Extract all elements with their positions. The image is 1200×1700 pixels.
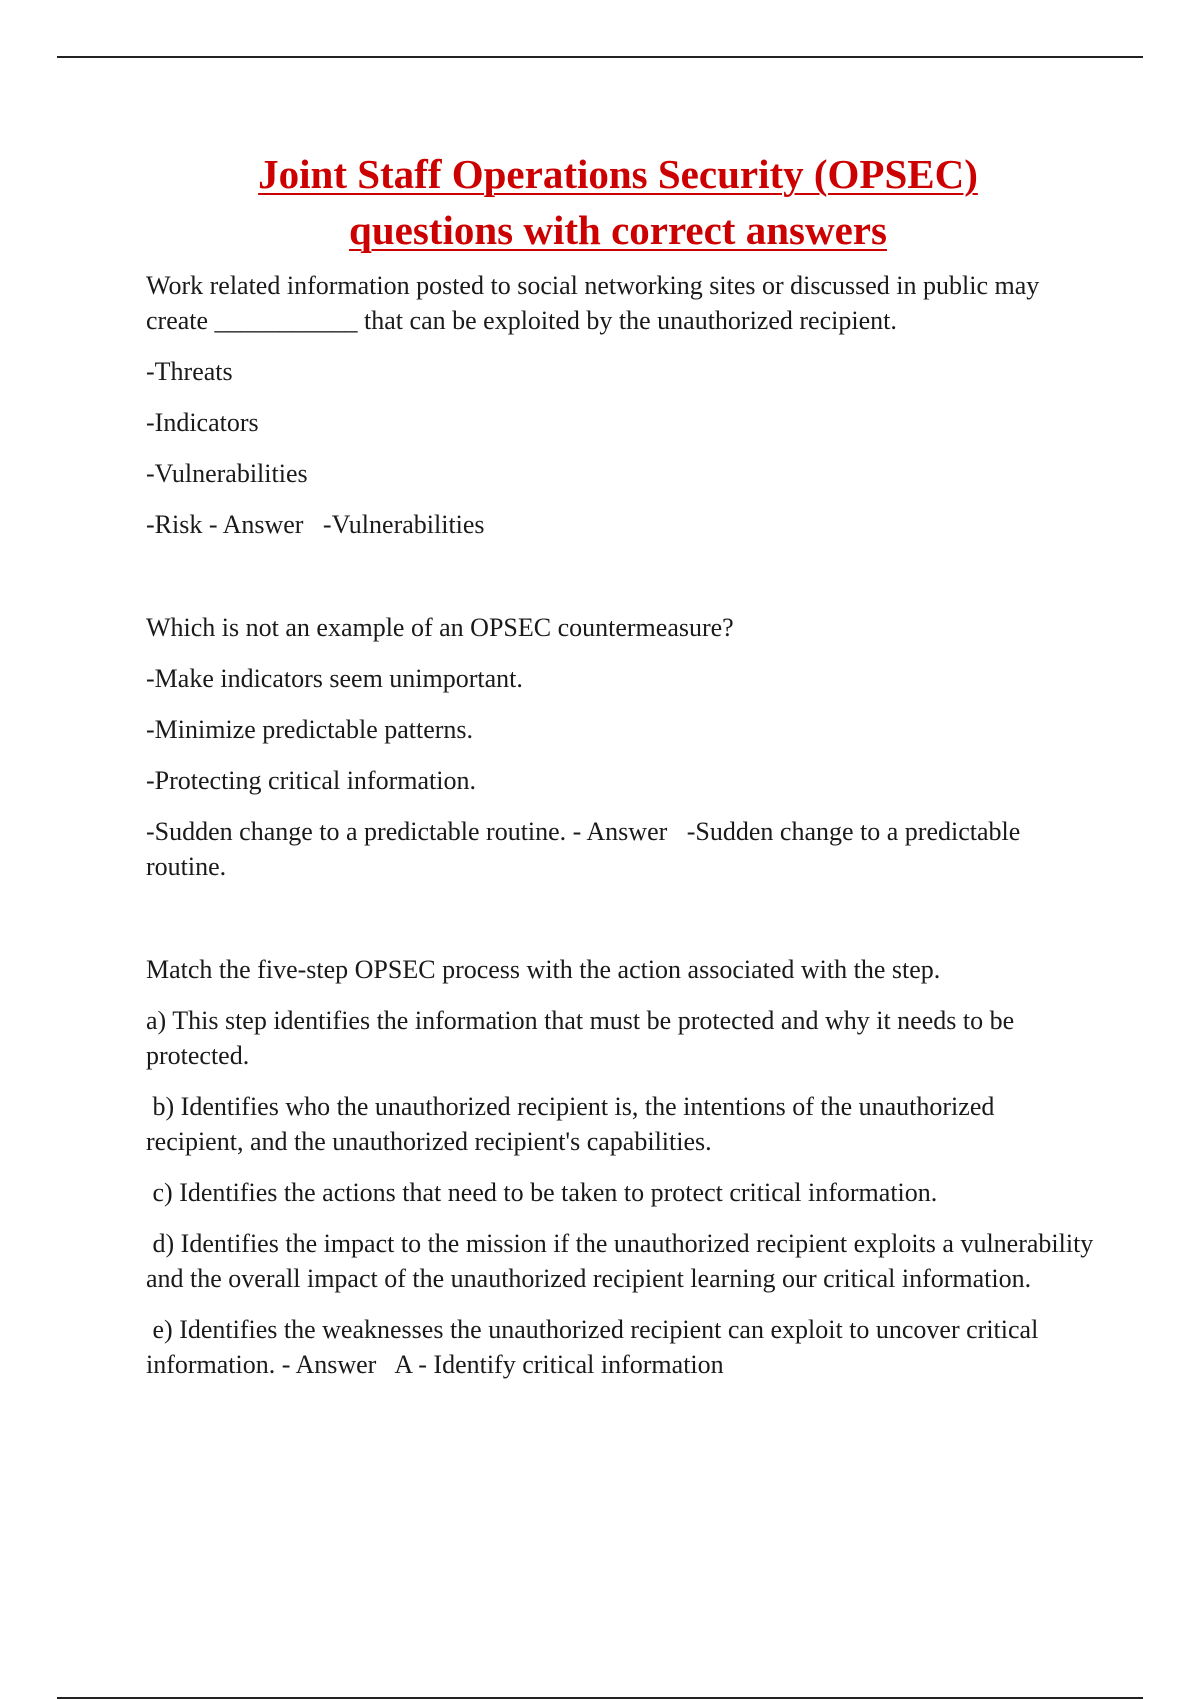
- question-3-option: d) Identifies the impact to the mission if the unauthorized recipient exploits a vulnerability and the overall impact of the unauthorized recipient learning our critical information.: [146, 1229, 1100, 1293]
- question-1-option: -Threats: [146, 357, 233, 386]
- title-line-2: questions with correct answers: [349, 207, 887, 253]
- question-2-option: -Minimize predictable patterns.: [146, 715, 474, 744]
- question-1-stem: Work related information posted to social networking sites or discussed in public may create ___________ that can be exploited by the unauthorized recipient.: [146, 271, 1040, 335]
- question-1-option: -Vulnerabilities: [146, 459, 308, 488]
- question-3-option: b) Identifies who the unauthorized recipient is, the intentions of the unauthorized recipient, and the unauthorized recipient's capabilities.: [146, 1092, 1001, 1156]
- document-body: [146, 268, 1100, 1398]
- question-2-stem: Which is not an example of an OPSEC countermeasure?: [146, 613, 734, 642]
- top-rule: [57, 56, 1143, 58]
- question-3-answer: e) Identifies the weaknesses the unauthorized recipient can exploit to uncover critical information. - Answer A - Identify critical information: [146, 1315, 1045, 1379]
- question-1-answer: -Risk - Answer -Vulnerabilities: [146, 510, 485, 539]
- title-line-1: Joint Staff Operations Security (OPSEC): [258, 151, 978, 197]
- document-title: [0, 146, 1200, 258]
- question-2-option: -Protecting critical information.: [146, 766, 476, 795]
- bottom-rule: [57, 1697, 1143, 1699]
- question-3-option: c) Identifies the actions that need to be taken to protect critical information.: [146, 1178, 938, 1207]
- question-2-answer: -Sudden change to a predictable routine. - Answer -Sudden change to a predictable routine.: [146, 817, 1027, 881]
- question-1-option: -Indicators: [146, 408, 259, 437]
- question-3-option: a) This step identifies the information that must be protected and why it needs to be protected.: [146, 1006, 1015, 1070]
- question-2-option: -Make indicators seem unimportant.: [146, 664, 523, 693]
- question-3-stem: Match the five-step OPSEC process with the action associated with the step.: [146, 955, 941, 984]
